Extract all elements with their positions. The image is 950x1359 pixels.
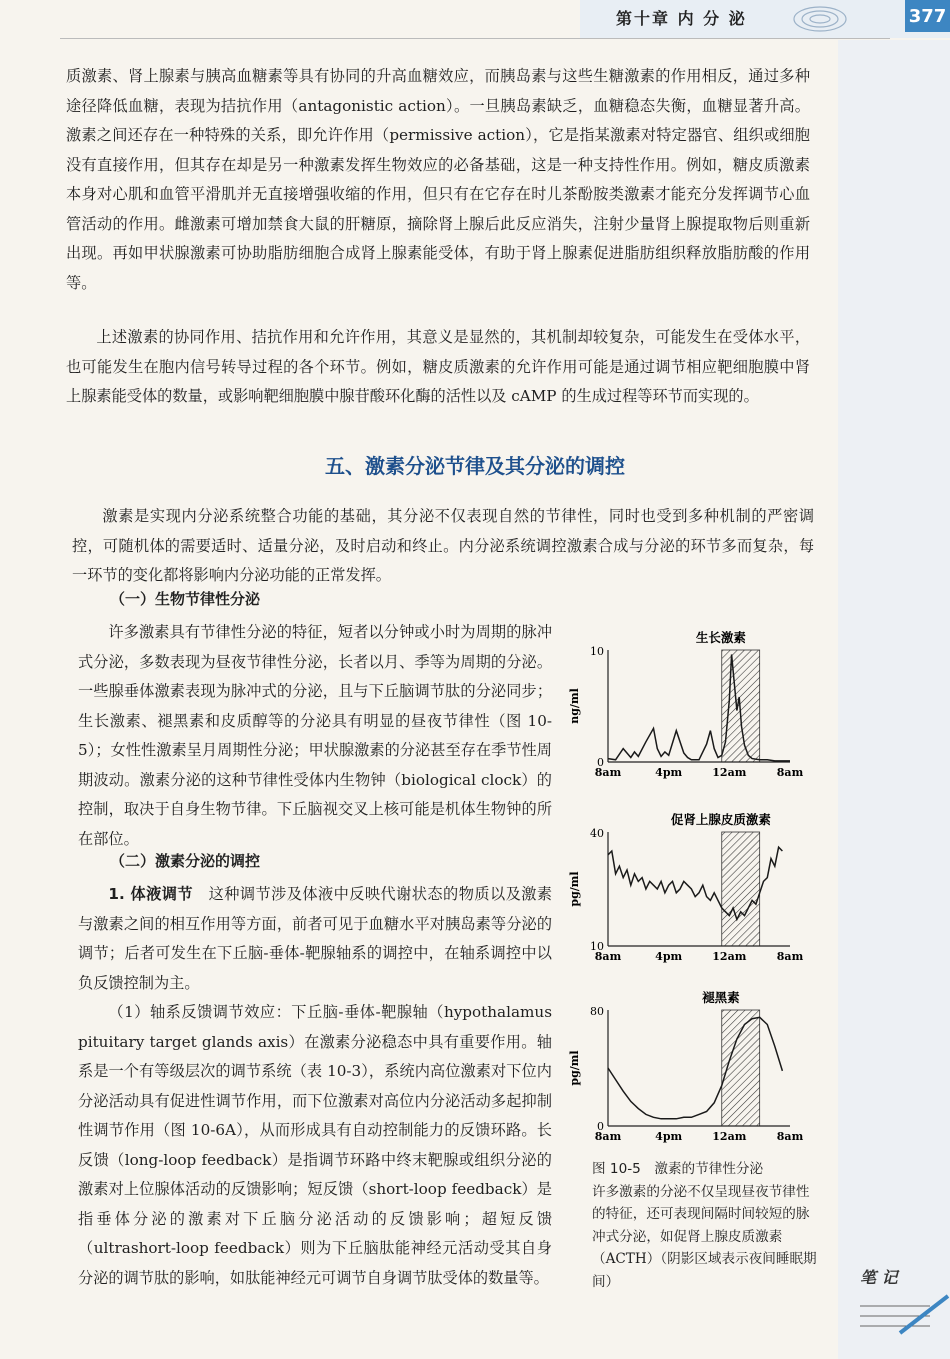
chart-3-ylabel: pg/ml [568, 1050, 581, 1086]
paragraph-3: 激素是实现内分泌系统整合功能的基础，其分泌不仅表现自然的节律性，同时也受到多种机制的严密调控，可随机体的需要适时、适量分泌，及时启动和终止。内分泌系统调控激素合成与分泌的环节多而复杂，每一环节的变化都将影响内分泌功能的正常发挥。 [72, 507, 814, 584]
chart-1-ylabel: ng/ml [568, 688, 581, 724]
header-rule [60, 38, 890, 39]
chart-3-ytick-top: 80 [590, 1005, 604, 1018]
paragraph-2: 上述激素的协同作用、拮抗作用和允许作用，其意义是显然的，其机制却较复杂，可能发生在受体水平，也可能发生在胞内信号转导过程的各个环节。例如，糖皮质激素的允许作用可能是通过调节相应靶细胞膜中肾上腺素能受体的数量，或影响靶细胞膜中腺苷酸环化酶的活性以及 cAMP 的生成过程等环节而实现的。 [66, 328, 810, 405]
paragraph-5-label: 1. 体液调节 [108, 885, 193, 903]
chart-3-xtick-2: 4pm [655, 1130, 683, 1143]
chart-3-ytick-bottom: 0 [597, 1120, 604, 1133]
caption-label: 图 10-5 [592, 1161, 641, 1177]
chart-1-xtick-3: 12am [712, 766, 747, 779]
caption-text: 许多激素的分泌不仅呈现昼夜节律性的特征，还可表现间隔时间较短的脉冲式分泌，如促肾上腺皮质激素（ACTH）（阴影区域表示夜间睡眠期间） [592, 1183, 817, 1290]
chapter-title: 第十章 内 分 泌 [616, 9, 747, 28]
chart-3-xtick-4: 8am [776, 1130, 804, 1143]
chart-1-ytick-bottom: 0 [597, 756, 604, 769]
paragraph-5 [78, 880, 552, 998]
chart-3-xtick-1: 8am [594, 1130, 622, 1143]
paragraph-6: （1）轴系反馈调节效应：下丘脑-垂体-靶腺轴（hypothalamus pituitary target glands axis）在激素分泌稳态中具有重要作用。轴系是一个有等级层次的调节系统（表 10-3），系统内高位激素对下位内分泌活动具有促进性调节作用，而下位激素对高位内分泌活动多起抑制性调节作用（图 10-6A），从而形成具有自动控制能力的反馈环路。长反馈（long-loop feedback）是指调节环路中终末靶腺或组织分泌的激素对上位腺体活动的反馈影响；短反馈（short-loop feedback）是指垂体分泌的激素对下丘脑分泌活动的反馈影响；超短反馈（ultrashort-loop feedback）则为下丘脑肽能神经元活动受其自身分泌的调节肽的影响，如肽能神经元可调节自身调节肽受体的数量等。 [78, 1003, 552, 1287]
paragraph-4: 许多激素具有节律性分泌的特征，短者以分钟或小时为周期的脉冲式分泌，多数表现为昼夜节律性分泌，长者以月、季等为周期的分泌。一些腺垂体激素表现为脉冲式的分泌，且与下丘脑调节肽的分泌同步；生长激素、褪黑素和皮质醇等的分泌具有明显的昼夜节律性（图 10-5）；女性性激素呈月周期性分泌；甲状腺激素的分泌甚至存在季节性周期波动。激素分泌的这种节律性受体内生物钟（biological clock）的控制，取决于自身生物节律。下丘脑视交叉上核可能是机体生物钟的所在部位。 [78, 623, 552, 848]
pencil-icon [860, 1288, 950, 1343]
caption-title: 激素的节律性分泌 [654, 1161, 764, 1177]
notes-area [860, 1265, 950, 1340]
chart-2-xtick-2: 4pm [655, 950, 683, 963]
chart-2-xtick-3: 12am [712, 950, 747, 963]
right-margin [838, 40, 950, 1359]
notes-label: 笔 记 [860, 1268, 898, 1287]
chart-1-ytick-top: 10 [590, 645, 604, 658]
chart-2-ytick-top: 40 [590, 827, 604, 840]
figure-caption [592, 1158, 817, 1293]
figure-10-5-charts [560, 622, 830, 1152]
chart-2-sleep-shading [722, 832, 760, 946]
chart-3-title: 褪黑素 [702, 990, 740, 1005]
chart-1-series-line [608, 655, 790, 761]
chart-1-xtick-2: 4pm [655, 766, 683, 779]
chart-2-ylabel: pg/ml [568, 871, 581, 907]
subheading-rhythm: （一）生物节律性分泌 [110, 590, 261, 608]
chart-1-xtick-4: 8am [776, 766, 804, 779]
chart-2-xtick-4: 8am [776, 950, 804, 963]
chart-1-title: 生长激素 [695, 630, 746, 645]
paragraph-1: 质激素、肾上腺素与胰高血糖素等具有协同的升高血糖效应，而胰岛素与这些生糖激素的作用相反，通过多种途径降低血糖，表现为拮抗作用（antagonistic action）。一旦胰岛素缺乏，血糖稳态失衡，血糖显著升高。激素之间还存在一种特殊的关系，即允许作用（permissive action），它是指某激素对特定器官、组织或细胞没有直接作用，但其存在却是另一种激素发挥生物效应的必备基础，这是一种支持性作用。例如，糖皮质激素本身对心肌和血管平滑肌并无直接增强收缩的作用，但只有在它存在时儿茶酚胺类激素才能充分发挥调节心血管活动的作用。雌激素可增加禁食大鼠的肝糖原，摘除肾上腺后此反应消失，注射少量肾上腺提取物后则重新出现。再如甲状腺激素可协助脂肪细胞合成肾上腺素能受体，有助于肾上腺素促进脂肪组织释放脂肪酸的作用等。 [66, 67, 810, 292]
subheading-regulation: （二）激素分泌的调控 [110, 852, 261, 870]
page-number: 377 [905, 0, 950, 32]
chart-3-xtick-3: 12am [712, 1130, 747, 1143]
paragraph-5-text: 这种调节涉及体液中反映代谢状态的物质以及激素与激素之间的相互作用等方面，前者可见于血糖水平对胰岛素等分泌的调节；后者可发生在下丘脑-垂体-靶腺轴系的调控中，在轴系调控中以负反馈控制为主。 [78, 885, 553, 992]
swirl-decoration-icon [790, 2, 850, 36]
chart-1-sleep-shading [722, 650, 760, 762]
chart-2-ytick-bottom: 10 [590, 940, 604, 953]
chart-1-xtick-1: 8am [594, 766, 622, 779]
chart-2-title: 促肾上腺皮质激素 [670, 812, 771, 827]
section-heading: 五、激素分泌节律及其分泌的调控 [325, 454, 625, 478]
chart-2-xtick-1: 8am [594, 950, 622, 963]
